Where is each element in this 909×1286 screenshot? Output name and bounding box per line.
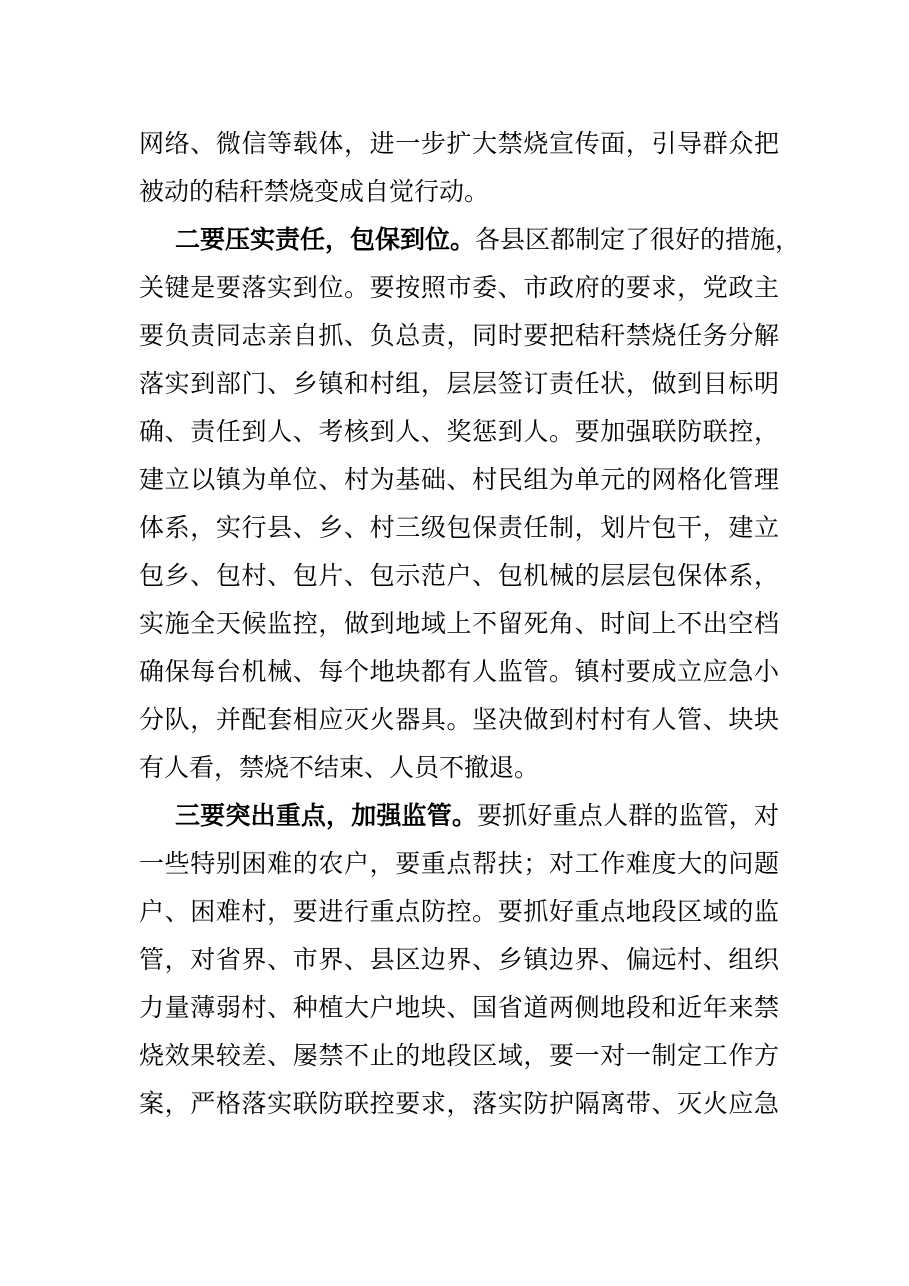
text-line: 落实到部门、乡镇和村组，层层签订责任状，做到目标明 xyxy=(139,369,779,398)
text-line: 网络、微信等载体，进一步扩大禁烧宣传面，引导群众把 xyxy=(139,129,779,158)
text-line: 确保每台机械、每个地块都有人监管。镇村要成立应急小 xyxy=(139,657,779,686)
text-line: 要负责同志亲自抓、负总责，同时要把秸秆禁烧任务分解 xyxy=(139,321,779,350)
paragraph-text: 各县区都制定了很好的措施， xyxy=(475,225,801,254)
text-line: 分队，并配套相应灭火器具。坚决做到村村有人管、块块 xyxy=(139,705,779,734)
paragraph-first-line xyxy=(175,216,801,264)
text-line: 烧效果较差、屡禁不止的地段区域，要一对一制定工作方 xyxy=(139,1041,779,1070)
text-line: 实施全天候监控，做到地域上不留死角、时间上不出空档 xyxy=(139,609,779,638)
text-line: 被动的秸秆禁烧变成自觉行动。 xyxy=(139,177,490,206)
text-line: 案，严格落实联防联控要求，落实防护隔离带、灭火应急 xyxy=(139,1089,779,1118)
text-line: 户、困难村，要进行重点防控。要抓好重点地段区域的监 xyxy=(139,897,779,926)
text-line: 有人看，禁烧不结束、人员不撤退。 xyxy=(139,753,540,782)
paragraph-heading: 三要突出重点，加强监管。 xyxy=(175,801,478,830)
text-line: 建立以镇为单位、村为基础、村民组为单元的网格化管理 xyxy=(139,465,779,494)
paragraph-first-line xyxy=(175,792,779,840)
text-line: 确、责任到人、考核到人、奖惩到人。要加强联防联控， xyxy=(139,417,779,446)
text-line: 管，对省界、市界、县区边界、乡镇边界、偏远村、组织 xyxy=(139,945,779,974)
text-line: 体系，实行县、乡、村三级包保责任制，划片包干，建立 xyxy=(139,513,779,542)
paragraph-text: 要抓好重点人群的监管，对 xyxy=(477,801,779,830)
text-line: 一些特别困难的农户，要重点帮扶；对工作难度大的问题 xyxy=(139,849,779,878)
text-line: 关键是要落实到位。要按照市委、市政府的要求，党政主 xyxy=(139,273,779,302)
text-line: 包乡、包村、包片、包示范户、包机械的层层包保体系， xyxy=(139,561,779,590)
text-line: 力量薄弱村、种植大户地块、国省道两侧地段和近年来禁 xyxy=(139,993,779,1022)
paragraph-heading: 二要压实责任，包保到位。 xyxy=(175,225,476,254)
